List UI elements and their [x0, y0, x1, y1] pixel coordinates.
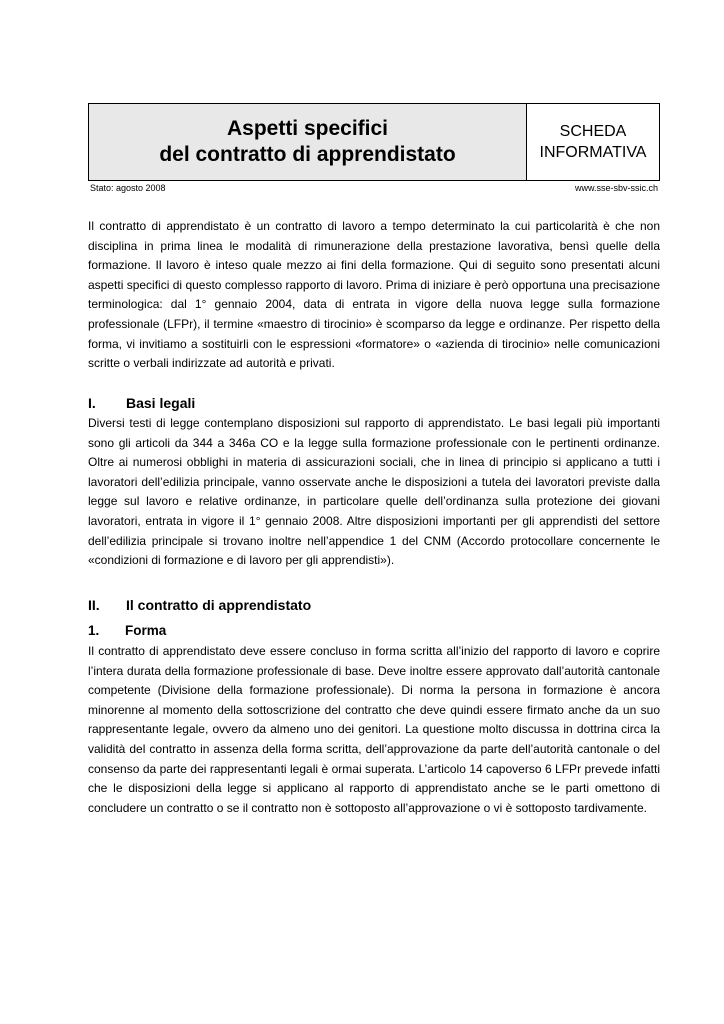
- title-line-1: Aspetti specifici: [226, 117, 389, 140]
- title-line-2: del contratto di apprendistato: [159, 143, 456, 166]
- website-url: www.sse-sbv-ssic.ch: [574, 183, 658, 193]
- meta-row: [90, 182, 658, 196]
- document-type-label: [527, 104, 659, 180]
- intro-paragraph: Il contratto di apprendistato è un contratto di lavoro a tempo determinato la cui particolarità è che non disciplina in prima linea le modalità di rimunerazione della prestazione lavorativa, bensì quelle della formazione. Il lavoro è inteso quale mezzo ai fini della formazione. Qui di seguito sono presentati alcuni aspetti specifici di questo complesso rapporto di lavoro. Prima di iniziare è però opportuna una precisazione terminologica: dal 1° gennaio 2004, data di entrata in vigore della nuova legge sulla formazione professionale (LFPr), il termine «maestro di tirocinio» è scomparso da legge e ordinanze. Per rispetto della forma, vi invitiamo a sostituirli con le espressioni «formatore» o «azienda di tirocinio» nelle comunicazioni scritte o verbali indirizzate ad autorità e privati.: [88, 219, 660, 371]
- section-heading-contratto: [88, 596, 311, 614]
- subsection-title: Forma: [125, 623, 167, 638]
- section-number: I.: [88, 395, 96, 411]
- basi-legali-paragraph: Diversi testi di legge contemplano disposizioni sul rapporto di apprendistato. Le basi legali più importanti sono gli articoli da 344 a 346a CO e la legge sulla formazione professionale con le pertinenti ordinanze. Oltre ai numerosi obblighi in materia di assicurazioni sociali, che in linea di principio si applicano a tutti i lavoratori dell’edilizia principale, vanno osservate anche le disposizioni a tutela dei lavoratori previste dalla legge sul lavoro e relative ordinanze, in particolare quelle dell’ordinanza sulla protezione dei giovani lavoratori, entrata in vigore il 1° gennaio 2008. Altre disposizioni importanti per gli apprendisti del settore dell’edilizia principale si trovano inoltre nell’appendice 1 del CNM (Accordo protocollare concernente le «condizioni di formazione e di lavoro per gli apprendisti»).: [88, 416, 660, 568]
- subsection-heading-forma: [88, 622, 166, 640]
- header-box: [88, 103, 660, 181]
- section-title: Basi legali: [126, 395, 196, 411]
- forma-paragraph: Il contratto di apprendistato deve essere concluso in forma scritta all’inizio del rapporto di lavoro e coprire l’intera durata della formazione professionale di base. Deve inoltre essere approvato dall’autorità cantonale competente (Divisione della formazione professionale). Di norma la persona in formazione è ancora minorenne al momento della sottoscrizione del contratto che deve quindi essere firmato anche da un suo rappresentante legale, ovvero da almeno uno dei genitori. La questione molto discussa in dottrina circa la validità del contratto in assenza della forma scritta, dell’approvazione da parte dell’autorità cantonale o del consenso da parte dei rappresentanti legali è ormai superata. L’articolo 14 capoverso 6 LFPr prevede infatti che le disposizioni della legge si applicano al rapporto di apprendistato anche se le parti omettono di concludere un contratto o se il contratto non è sottoposto all’approvazione o vi è sottoposto tardivamente.: [88, 644, 660, 815]
- doc-type-line-1: SCHEDA: [559, 123, 627, 140]
- subsection-number: 1.: [88, 623, 100, 638]
- doc-type-line-2: INFORMATIVA: [539, 144, 647, 161]
- status-date: Stato: agosto 2008: [90, 183, 166, 193]
- document-title: [89, 104, 527, 180]
- section-heading-basi-legali: [88, 394, 195, 412]
- section-number: II.: [88, 597, 100, 613]
- section-title: Il contratto di apprendistato: [126, 597, 312, 613]
